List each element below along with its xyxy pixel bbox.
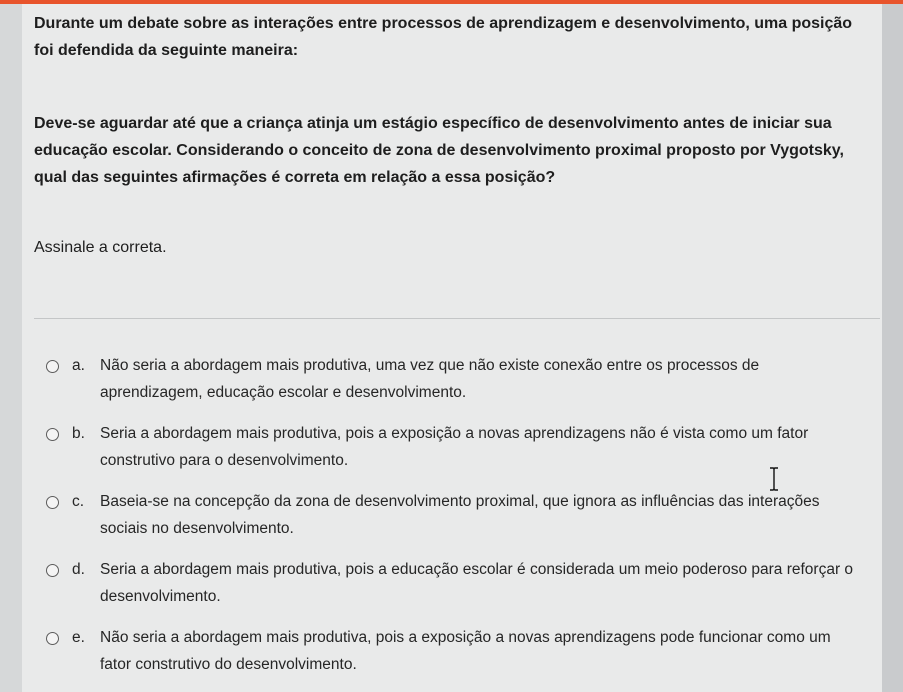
question-statement: Deve-se aguardar até que a criança atinja um estágio específico de desenvolvimento antes de iniciar sua educação escolar. Considerando o conceito de zona de desenvolvimento proximal proposto por Vygotsky, qual das seguintes afirmações é correta em relação a essa posição?: [34, 115, 844, 186]
right-gutter: [882, 4, 903, 692]
option-a[interactable]: [22, 351, 882, 419]
option-text: Não seria a abordagem mais produtiva, uma vez que não existe conexão entre os processos de aprendizagem, educação escolar e desenvolvimento.: [100, 357, 760, 401]
radio-circle-icon[interactable]: [46, 564, 59, 577]
option-letter: e.: [72, 629, 85, 646]
answer-options: [22, 351, 882, 691]
question-intro: Durante um debate sobre as interações entre processos de aprendizagem e desenvolvimento, uma posição foi defendida da seguinte maneira:: [34, 15, 853, 59]
option-text: Não seria a abordagem mais produtiva, pois a exposição a novas aprendizagens pode funcionar como um fator construtivo do desenvolvimento.: [100, 629, 831, 673]
option-c[interactable]: [22, 487, 882, 555]
radio-circle-icon[interactable]: [46, 428, 59, 441]
question-instruction: Assinale a correta.: [34, 239, 167, 256]
option-letter: b.: [72, 425, 85, 442]
option-letter: c.: [72, 493, 85, 510]
radio-circle-icon[interactable]: [46, 360, 59, 373]
radio-circle-icon[interactable]: [46, 632, 59, 645]
option-text: Seria a abordagem mais produtiva, pois a exposição a novas aprendizagens não é vista como um fator construtivo para o desenvolvimento.: [100, 425, 809, 469]
option-letter: d.: [72, 561, 85, 578]
divider: [34, 318, 880, 319]
option-letter: a.: [72, 357, 85, 374]
text-cursor-icon: [769, 467, 779, 491]
option-text: Seria a abordagem mais produtiva, pois a educação escolar é considerada um meio poderoso para reforçar o desenvolvimento.: [100, 561, 854, 605]
radio-circle-icon[interactable]: [46, 496, 59, 509]
option-e[interactable]: [22, 623, 882, 691]
option-d[interactable]: [22, 555, 882, 623]
question-panel: [22, 4, 882, 692]
option-text: Baseia-se na concepção da zona de desenvolvimento proximal, que ignora as influências das interações sociais no desenvolvimento.: [100, 493, 820, 537]
option-b[interactable]: [22, 419, 882, 487]
